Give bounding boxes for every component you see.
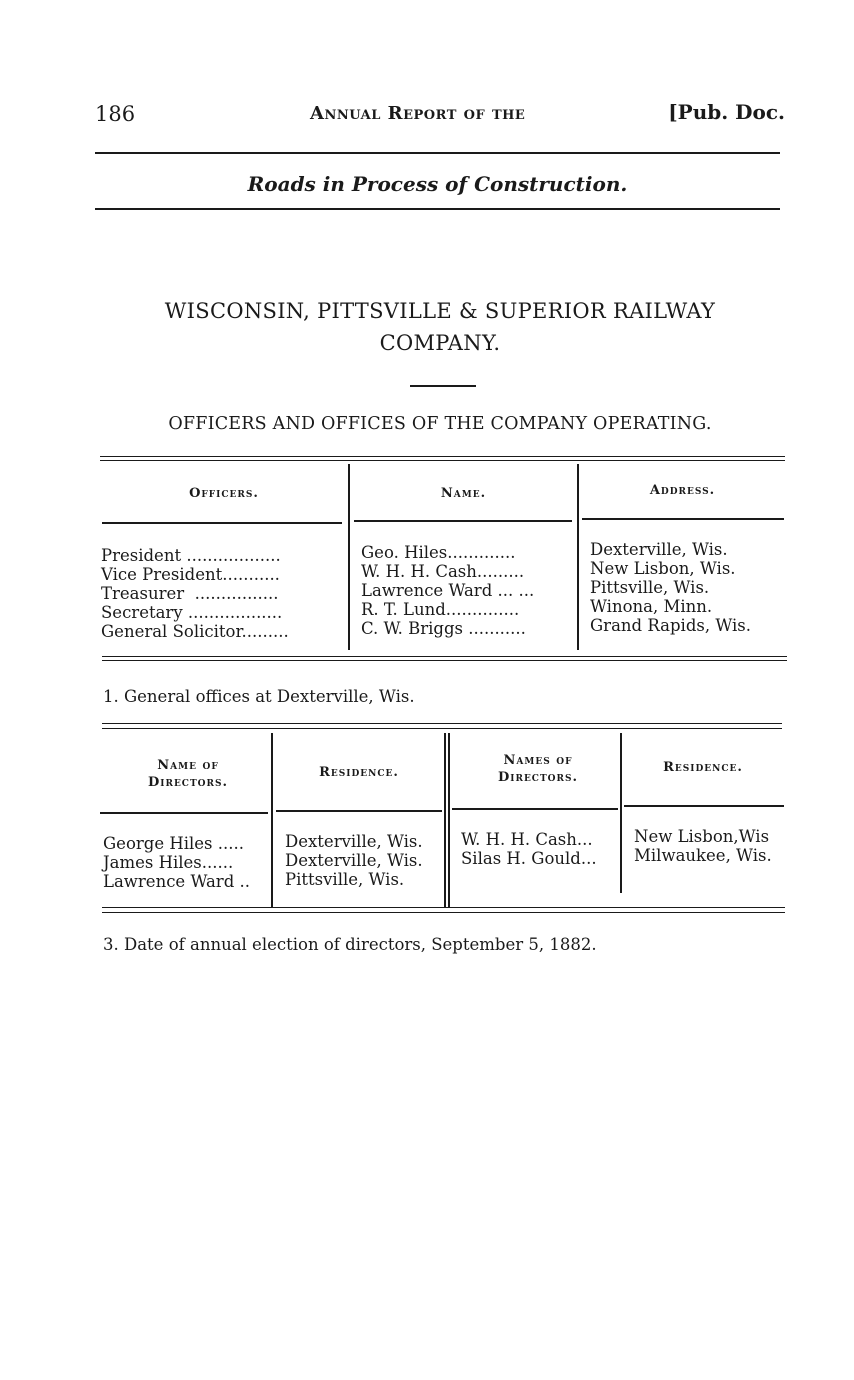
officer-title: General Solicitor......... [101,622,289,641]
officers-table-top-rule-2 [100,460,785,461]
directors-col-divider-1 [271,733,273,907]
company-name-line-2: COMPANY. [379,331,501,355]
directors-header-residence-1: Residence. [319,765,399,780]
section-title: Roads in Process of Construction. [247,172,628,196]
note-general-offices: 1. General offices at Dexterville, Wis. [103,687,415,706]
officers-table-bottom-rule-1 [102,656,787,657]
directors-header-rule-1 [100,812,268,814]
officer-name: Geo. Hiles............. [361,543,516,562]
officer-name: W. H. H. Cash......... [361,562,525,581]
officers-table-top-rule-1 [100,456,785,457]
officer-address: Grand Rapids, Wis. [590,616,751,635]
officers-header-rule-3 [582,518,784,520]
running-title: Annual Report of the [310,103,526,124]
officers-header-name: Name. [440,486,487,501]
running-header [95,100,785,130]
officer-title: President .................. [101,546,281,565]
officer-name: R. T. Lund.............. [361,600,520,619]
directors-col-divider-2b [448,733,450,907]
officer-name: C. W. Briggs ........... [361,619,526,638]
officers-heading: OFFICERS AND OFFICES OF THE COMPANY OPERATING. [168,414,712,434]
directors-header-names-2: Names of Directors. [497,753,579,785]
officers-header-officers: Officers. [189,486,259,501]
officers-col-divider-2 [577,464,579,650]
officers-header-address: Address. [649,483,716,498]
director-residence: Pittsville, Wis. [285,870,405,889]
note-election-date: 3. Date of annual election of directors, September 5, 1882. [103,935,597,954]
officer-address: Dexterville, Wis. [590,540,728,559]
page-number: 186 [95,102,136,126]
directors-header-names-1: Name of Directors. [147,758,229,790]
directors-col-divider-3 [620,733,622,893]
director-name: Silas H. Gould... [461,849,597,868]
directors-table-top-rule-1 [102,723,782,724]
director-residence: New Lisbon,Wis [634,827,770,846]
company-name [100,295,780,359]
directors-col-divider-2a [444,733,446,907]
directors-header-residence-2: Residence. [663,760,743,775]
director-residence: Milwaukee, Wis. [634,846,772,865]
director-residence: Dexterville, Wis. [285,851,423,870]
officer-address: New Lisbon, Wis. [590,559,736,578]
director-name: George Hiles ..... [103,834,244,853]
officer-name: Lawrence Ward ... ... [361,581,535,600]
title-divider [410,385,476,387]
document-label: [Pub. Doc. [668,100,785,124]
officer-address: Winona, Minn. [590,597,713,616]
directors-table-bottom-rule-1 [102,907,785,908]
directors-table-top-rule-2 [102,728,782,729]
officer-address: Pittsville, Wis. [590,578,710,597]
officer-title: Secretary .................. [101,603,283,622]
header-rule-top [95,152,780,154]
director-name: W. H. H. Cash... [461,830,593,849]
director-name: James Hiles...... [103,853,234,872]
officer-title: Vice President........... [101,565,280,584]
header-rule-bottom [95,208,780,210]
officer-title: Treasurer ................ [101,584,279,603]
directors-header-rule-4 [624,805,784,807]
company-name-line-1: WISCONSIN, PITTSVILLE & SUPERIOR RAILWAY [164,299,716,323]
officers-header-rule-1 [102,522,342,524]
officers-table-bottom-rule-2 [102,660,787,661]
director-residence: Dexterville, Wis. [285,832,423,851]
officers-header-rule-2 [354,520,572,522]
directors-header-rule-2 [276,810,442,812]
directors-header-rule-3 [452,808,618,810]
director-name: Lawrence Ward .. [103,872,250,891]
directors-table-bottom-rule-2 [102,912,785,913]
